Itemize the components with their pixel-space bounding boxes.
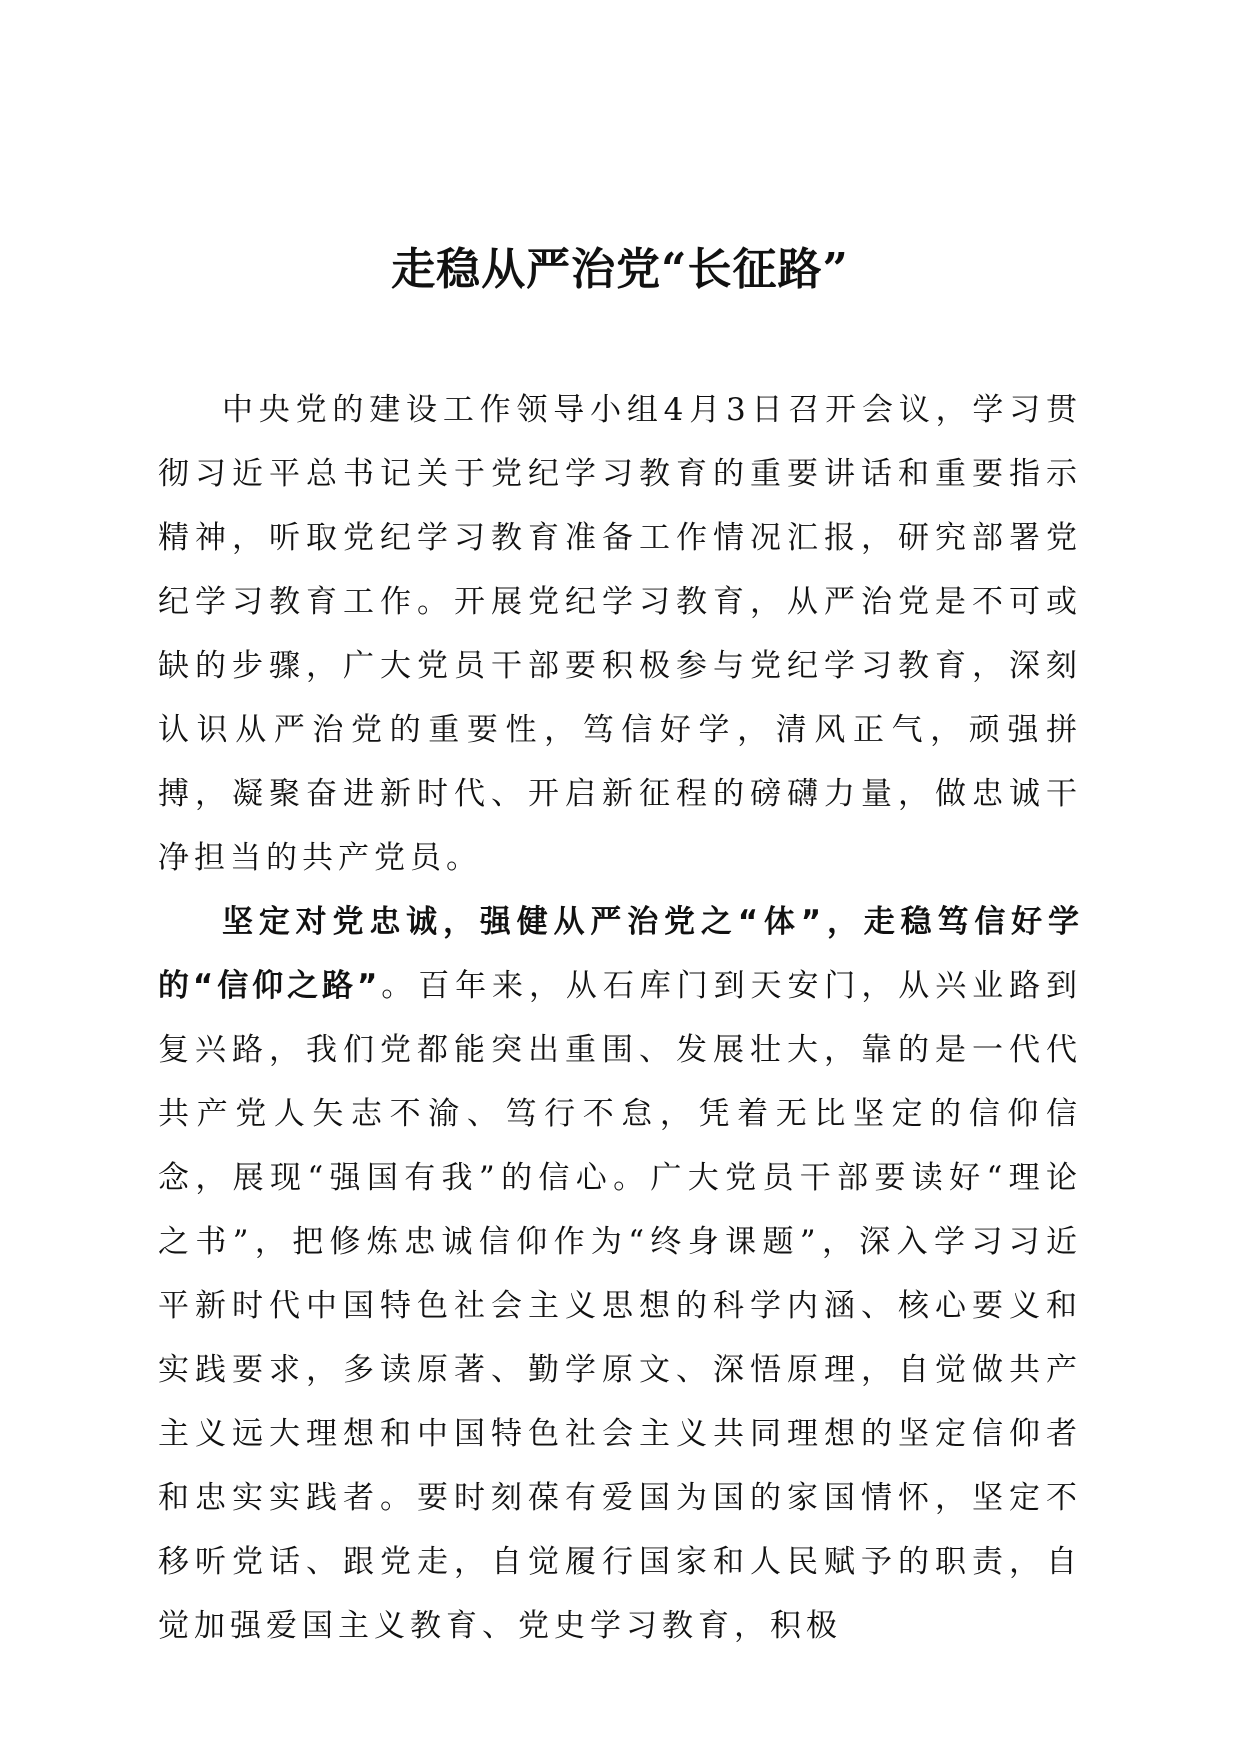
- paragraph-1: [158, 378, 1082, 890]
- paragraph-2-text: 。百年来，从石库门到天安门，从兴业路到复兴路，我们党都能突出重围、发展壮大，靠的是一代代共产党人矢志不渝、笃行不怠，凭着无比坚定的信仰信念，展现“强国有我”的信心。广大党员干部要读好“理论之书”，把修炼忠诚信仰作为“终身课题”，深入学习习近平新时代中国特色社会主义思想的科学内涵、核心要义和实践要求，多读原著、勤学原文、深悟原理，自觉做共产主义远大理想和中国特色社会主义共同理想的坚定信仰者和忠实实践者。要时刻葆有爱国为国的家国情怀，坚定不移听党话、跟党走，自觉履行国家和人民赋予的职责，自觉加强爱国主义教育、党史学习教育，积极: [158, 968, 1082, 1644]
- paragraph-2-lead: 坚定对党忠诚，强健从严治党之“体”，走稳笃信好学的“信仰之路”: [158, 904, 1082, 1004]
- document-body: [158, 378, 1082, 1658]
- paragraph-2: [158, 890, 1082, 1658]
- document-title: 走稳从严治党“长征路”: [391, 244, 849, 295]
- paragraph-1-text: 中央党的建设工作领导小组4月3日召开会议，学习贯彻习近平总书记关于党纪学习教育的重要讲话和重要指示精神，听取党纪学习教育准备工作情况汇报，研究部署党纪学习教育工作。开展党纪学习教育，从严治党是不可或缺的步骤，广大党员干部要积极参与党纪学习教育，深刻认识从严治党的重要性，笃信好学，清风正气，顽强拼搏，凝聚奋进新时代、开启新征程的磅礴力量，做忠诚干净担当的共产党员。: [158, 392, 1082, 876]
